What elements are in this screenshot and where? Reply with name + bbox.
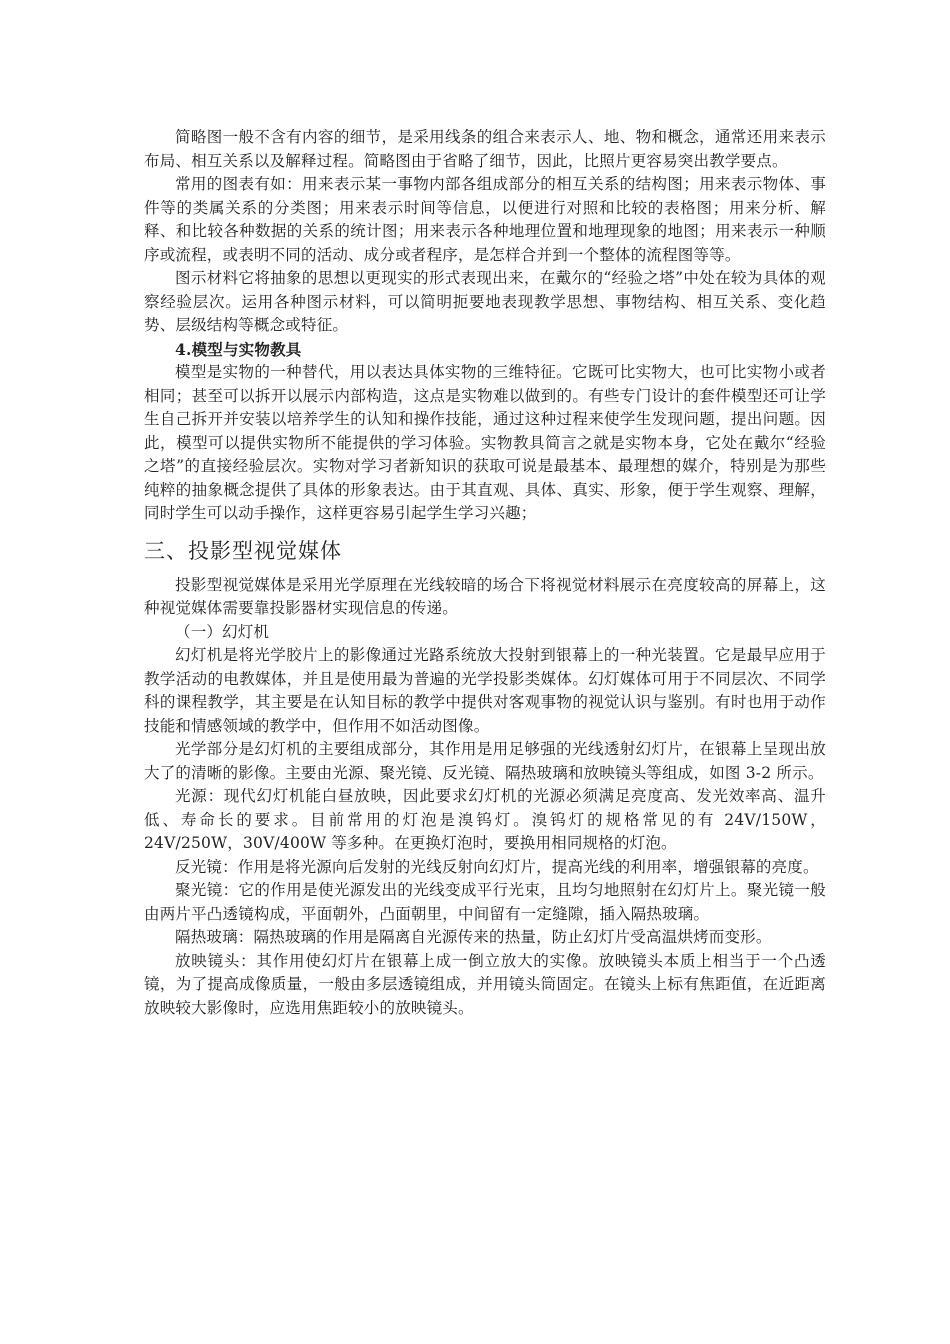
paragraph-slide-projector: 幻灯机是将光学胶片上的影像通过光路系统放大投射到银幕上的一种光装置。它是最早应用于教学活动的电教媒体，并且是使用最为普遍的光学投影类媒体。幻灯媒体可用于不同层次、不同学科的课程教学，其主要是在认知目标的教学中提供对客观事物的视觉认识与鉴别。有时也用于动作技能和情感领域的教学中，但作用不如活动图像。 [144, 646, 826, 735]
paragraph-optics: 光学部分是幻灯机的主要组成部分，其作用是用足够强的光线透射幻灯片，在银幕上呈现出放大了的清晰的影像。主要由光源、聚光镜、反光镜、隔热玻璃和放映镜头等组成，如图 3-2 所示。 [144, 740, 826, 782]
heading-slide-projector: （一）幻灯机 [175, 622, 270, 641]
paragraph-models: 模型是实物的一种替代，用以表达具体实物的三维特征。它既可比实物大，也可比实物小或者相同；甚至可以拆开以展示内部构造，这点是实物难以做到的。有些专门设计的套件模型还可让学生自己拆开并安装以培养学生的认知和操作技能，通过这种过程来使学生发现问题，提出问题。因此，模型可以提供实物所不能提供的学习体验。实物教具简言之就是实物本身，它处在戴尔“经验之塔”的直接经验层次。实物对学习者新知识的获取可说是最基本、最理想的媒介，特别是为那些纯粹的抽象概念提供了具体的形象表达。由于其直观、具体、真实、形象，便于学生观察、理解，同时学生可以动手操作，这样更容易引起学生学习兴趣； [144, 363, 826, 522]
heading-models-and-objects: 4.模型与实物教具 [175, 339, 302, 359]
paragraph-charts: 常用的图表有如：用来表示某一事物内部各组成部分的相互关系的结构图；用来表示物体、事件等的类属关系的分类图；用来表示时间等信息，以便进行对照和比较的表格图；用来分析、解释、和比较各种数据的关系的统计图；用来表示各种地理位置和地理现象的地图；用来表示一种顺序或流程，或表明不同的活动、成分或者程序，是怎样合并到一个整体的流程图等等。 [144, 175, 826, 264]
section-title-projection-media: 三、投影型视觉媒体 [144, 538, 342, 563]
paragraph-light-source: 光源：现代幻灯机能白昼放映，因此要求幻灯机的光源必须满足亮度高、发光效率高、温升低、寿命长的要求。目前常用的灯泡是溴钨灯。溴钨灯的规格常见的有 24V/150W，24V/250W，30V/400W 等多种。在更换灯泡时，要换用相同规格的灯泡。 [144, 787, 826, 852]
paragraph-condenser: 聚光镜：它的作用是使光源发出的光线变成平行光束，且均匀地照射在幻灯片上。聚光镜一般由两片平凸透镜构成，平面朝外，凸面朝里，中间留有一定缝隙，插入隔热玻璃。 [144, 881, 826, 923]
paragraph-diagram-materials: 图示材料它将抽象的思想以更现实的形式表现出来，在戴尔的“经验之塔”中处在较为具体的观察经验层次。运用各种图示材料，可以简明扼要地表现教学思想、事物结构、相互关系、变化趋势、层级结构等概念或特征。 [144, 269, 826, 334]
paragraph-projection-intro: 投影型视觉媒体是采用光学原理在光线较暗的场合下将视觉材料展示在亮度较高的屏幕上，这种视觉媒体需要靠投影器材实现信息的传递。 [144, 575, 826, 617]
paragraph-sketch: 简略图一般不含有内容的细节，是采用线条的组合来表示人、地、物和概念，通常还用来表示布局、相互关系以及解释过程。简略图由于省略了细节，因此，比照片更容易突出教学要点。 [144, 128, 826, 170]
paragraph-heat-glass: 隔热玻璃：隔热玻璃的作用是隔离自光源传来的热量，防止幻灯片受高温烘烤而变形。 [175, 928, 772, 946]
document-body [144, 126, 826, 1020]
paragraph-reflector: 反光镜：作用是将光源向后发射的光线反射向幻灯片，提高光线的利用率，增强银幕的亮度。 [175, 857, 819, 876]
paragraph-projection-lens: 放映镜头：其作用使幻灯片在银幕上成一倒立放大的实像。放映镜头本质上相当于一个凸透镜，为了提高成像质量，一般由多层透镜组成，并用镜头筒固定。在镜头上标有焦距值，在近距离放映较大影像时，应选用焦距较小的放映镜头。 [144, 951, 826, 1017]
